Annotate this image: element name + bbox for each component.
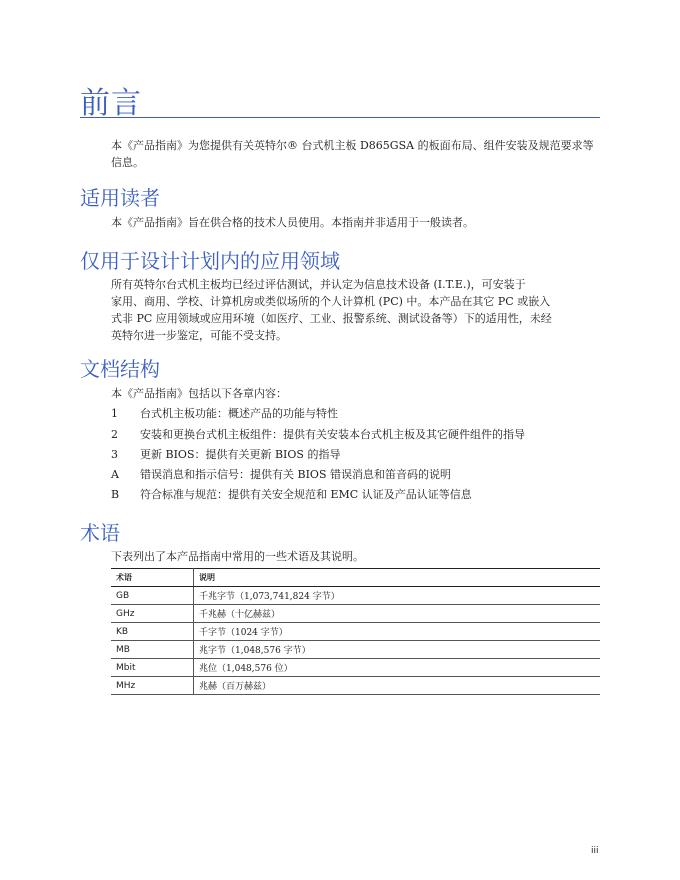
heading-audience: 适用读者 [80, 186, 160, 210]
table-row [111, 605, 600, 623]
list-item-number: B [111, 488, 120, 501]
description-cell: 千字节（1024 字节） [194, 623, 601, 641]
term-cell: MHz [111, 677, 194, 695]
description-cell: 兆位（1,048,576 位） [194, 659, 601, 677]
intended-use-line: 式非 PC 应用领域或应用环境（如医疗、工业、报警系统、测试设备等）下的适用性，未经 [111, 312, 552, 325]
title-rule [80, 117, 600, 118]
table-row [111, 677, 600, 695]
column-header-description: 说明 [194, 569, 601, 587]
intro-paragraph: 本《产品指南》为您提供有关英特尔® 台式机主板 D865GSA 的板面布局、组件安装及规范要求等信息。 [111, 139, 594, 169]
intended-use-line: 英特尔进一步鉴定，可能不受支持。 [111, 329, 287, 342]
page-title: 前言 [80, 86, 142, 121]
terms-header-row [111, 569, 600, 587]
term-cell: GB [111, 587, 194, 605]
list-item-text: 台式机主板功能：概述产品的功能与特性 [140, 407, 338, 420]
table-row [111, 623, 600, 641]
term-cell: MB [111, 641, 194, 659]
page-number: iii [591, 846, 599, 856]
description-cell: 千兆赫（十亿赫兹） [194, 605, 601, 623]
list-item-number: 3 [111, 448, 118, 461]
list-item-number: 1 [111, 407, 118, 420]
heading-intended-use: 仅用于设计计划内的应用领域 [80, 249, 340, 273]
audience-paragraph: 本《产品指南》旨在供合格的技术人员使用。本指南并非适用于一般读者。 [111, 216, 474, 229]
list-item-text: 符合标准与规范：提供有关安全规范和 EMC 认证及产品认证等信息 [140, 488, 472, 501]
table-row [111, 587, 600, 605]
list-item-number: 2 [111, 428, 118, 441]
description-cell: 兆赫（百万赫兹） [194, 677, 601, 695]
heading-structure: 文档结构 [80, 357, 160, 381]
structure-intro: 本《产品指南》包括以下各章内容： [111, 387, 287, 400]
list-item-text: 错误消息和指示信号：提供有关 BIOS 错误消息和笛音码的说明 [140, 468, 451, 481]
list-item-number: A [111, 468, 119, 481]
intended-use-paragraph [111, 276, 611, 344]
column-header-term: 术语 [111, 569, 194, 587]
table-row [111, 641, 600, 659]
terms-intro: 下表列出了本产品指南中常用的一些术语及其说明。 [111, 550, 364, 563]
term-cell: KB [111, 623, 194, 641]
intended-use-line: 所有英特尔台式机主板均已经过评估测试，并认定为信息技术设备 (I.T.E.)，可安装于 [111, 278, 526, 291]
intended-use-line: 家用、商用、学校、计算机房或类似场所的个人计算机 (PC) 中。本产品在其它 PC 或嵌入 [111, 295, 551, 308]
list-item-text: 更新 BIOS：提供有关更新 BIOS 的指导 [140, 448, 341, 461]
terms-table [111, 568, 600, 695]
description-cell: 兆字节（1,048,576 字节） [194, 641, 601, 659]
heading-terms: 术语 [80, 521, 120, 545]
term-cell: Mbit [111, 659, 194, 677]
table-row [111, 659, 600, 677]
term-cell: GHz [111, 605, 194, 623]
list-item-text: 安装和更换台式机主板组件：提供有关安装本台式机主板及其它硬件组件的指导 [140, 428, 525, 441]
description-cell: 千兆字节（1,073,741,824 字节） [194, 587, 601, 605]
